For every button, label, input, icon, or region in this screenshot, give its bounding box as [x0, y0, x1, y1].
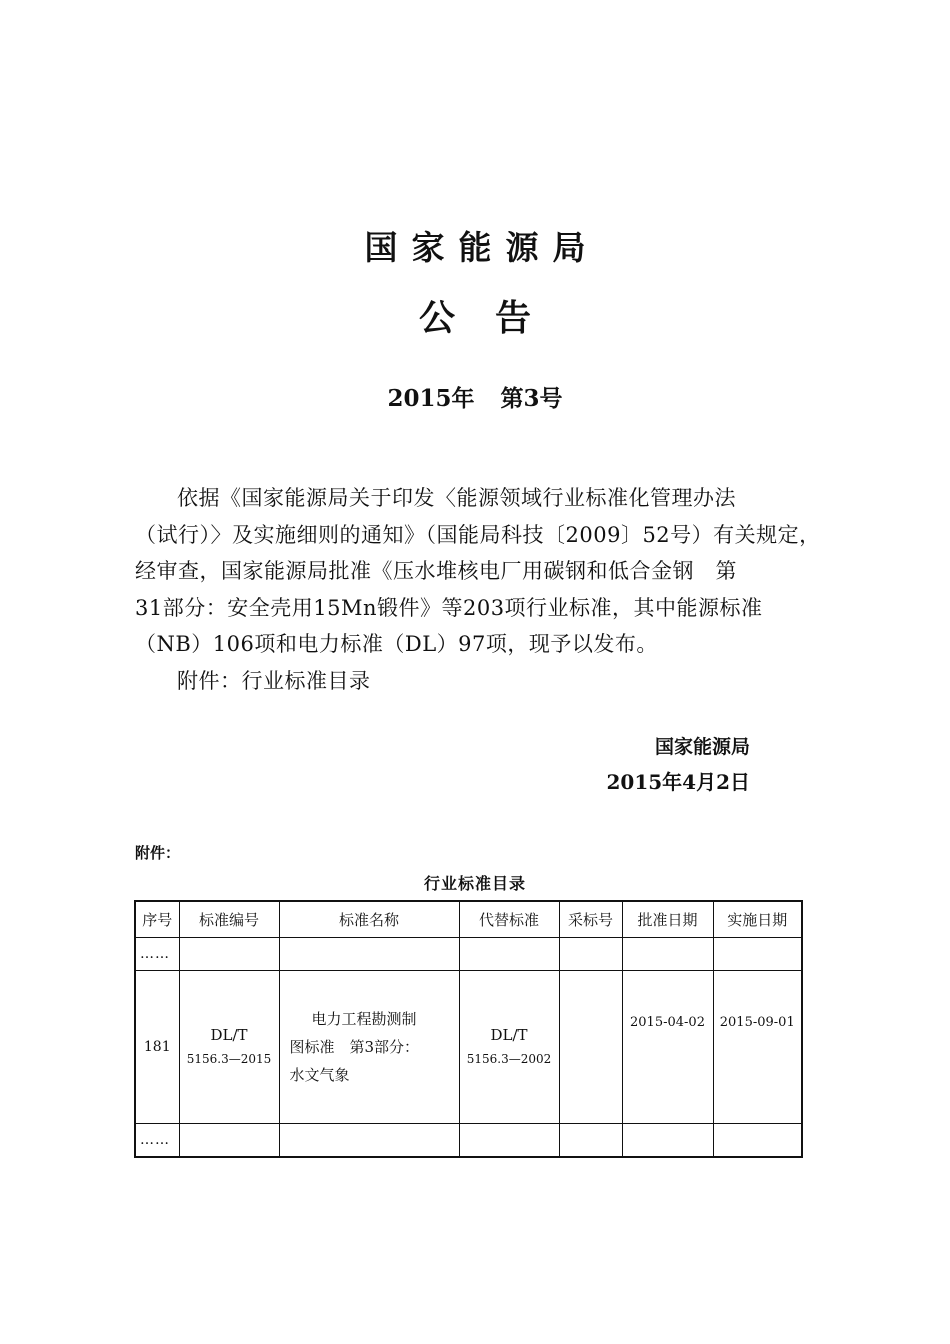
row-seq: 181 [135, 971, 179, 1124]
body-line: （NB）106项和电力标准（DL）97项，现予以发布。 [135, 632, 658, 656]
attachment-label: 附件： [135, 844, 181, 862]
announcement-body [135, 480, 821, 699]
row-name-line: 图标准 第3部分： [289, 1038, 420, 1056]
row-replaces [459, 971, 559, 1124]
document-number [0, 380, 950, 413]
ellipsis-cell: …… [135, 938, 179, 971]
header-adopted: 采标号 [559, 901, 622, 938]
signature-org: 国家能源局 [654, 736, 750, 758]
table-title: 行业标准目录 [423, 874, 526, 893]
row-replaces-prefix: DL/T [490, 1026, 528, 1044]
body-line: 31部分：安全壳用15Mn锻件》等203项行业标准，其中能源标准 [135, 595, 763, 620]
row-replaces-number: 5156.3—2002 [466, 1052, 552, 1066]
table-row [135, 1124, 802, 1158]
row-name [279, 971, 459, 1124]
row-code-number: 5156.3—2015 [186, 1052, 272, 1066]
body-line: 依据《国家能源局关于印发〈能源领域行业标准化管理办法 [177, 486, 736, 510]
body-line: 经审查，国家能源局批准《压水堆核电厂用碳钢和低合金钢 第 [135, 559, 737, 583]
row-code [179, 971, 279, 1124]
table-row [135, 971, 802, 1124]
row-effective-date: 2015-09-01 [713, 971, 802, 1124]
header-replaces: 代替标准 [459, 901, 559, 938]
header-effective-date: 实施日期 [713, 901, 802, 938]
header-seq: 序号 [135, 901, 179, 938]
row-code-prefix: DL/T [210, 1026, 248, 1044]
table-row [135, 938, 802, 971]
header-code: 标准编号 [179, 901, 279, 938]
header-approval-date: 批准日期 [622, 901, 713, 938]
table-header-row [135, 901, 802, 938]
row-name-line: 电力工程勘测制 [311, 1010, 417, 1028]
document-year: 2015年 [387, 385, 475, 412]
row-name-line: 水文气象 [289, 1066, 350, 1084]
standards-table [134, 900, 803, 1158]
body-line: （试行）〉及实施细则的通知》（国能局科技〔2009〕52号）有关规定， [135, 522, 821, 547]
row-adopted [559, 971, 622, 1124]
document-kind-title: 公告 [418, 298, 571, 339]
org-title: 国家能源局 [364, 228, 600, 267]
document-issue-number: 第3号 [500, 385, 563, 412]
signature-date: 2015年4月2日 [606, 770, 750, 794]
attachment-reference: 附件：行业标准目录 [177, 668, 371, 693]
ellipsis-cell: …… [135, 1124, 179, 1158]
header-name: 标准名称 [279, 901, 459, 938]
row-approval-date: 2015-04-02 [622, 971, 713, 1124]
